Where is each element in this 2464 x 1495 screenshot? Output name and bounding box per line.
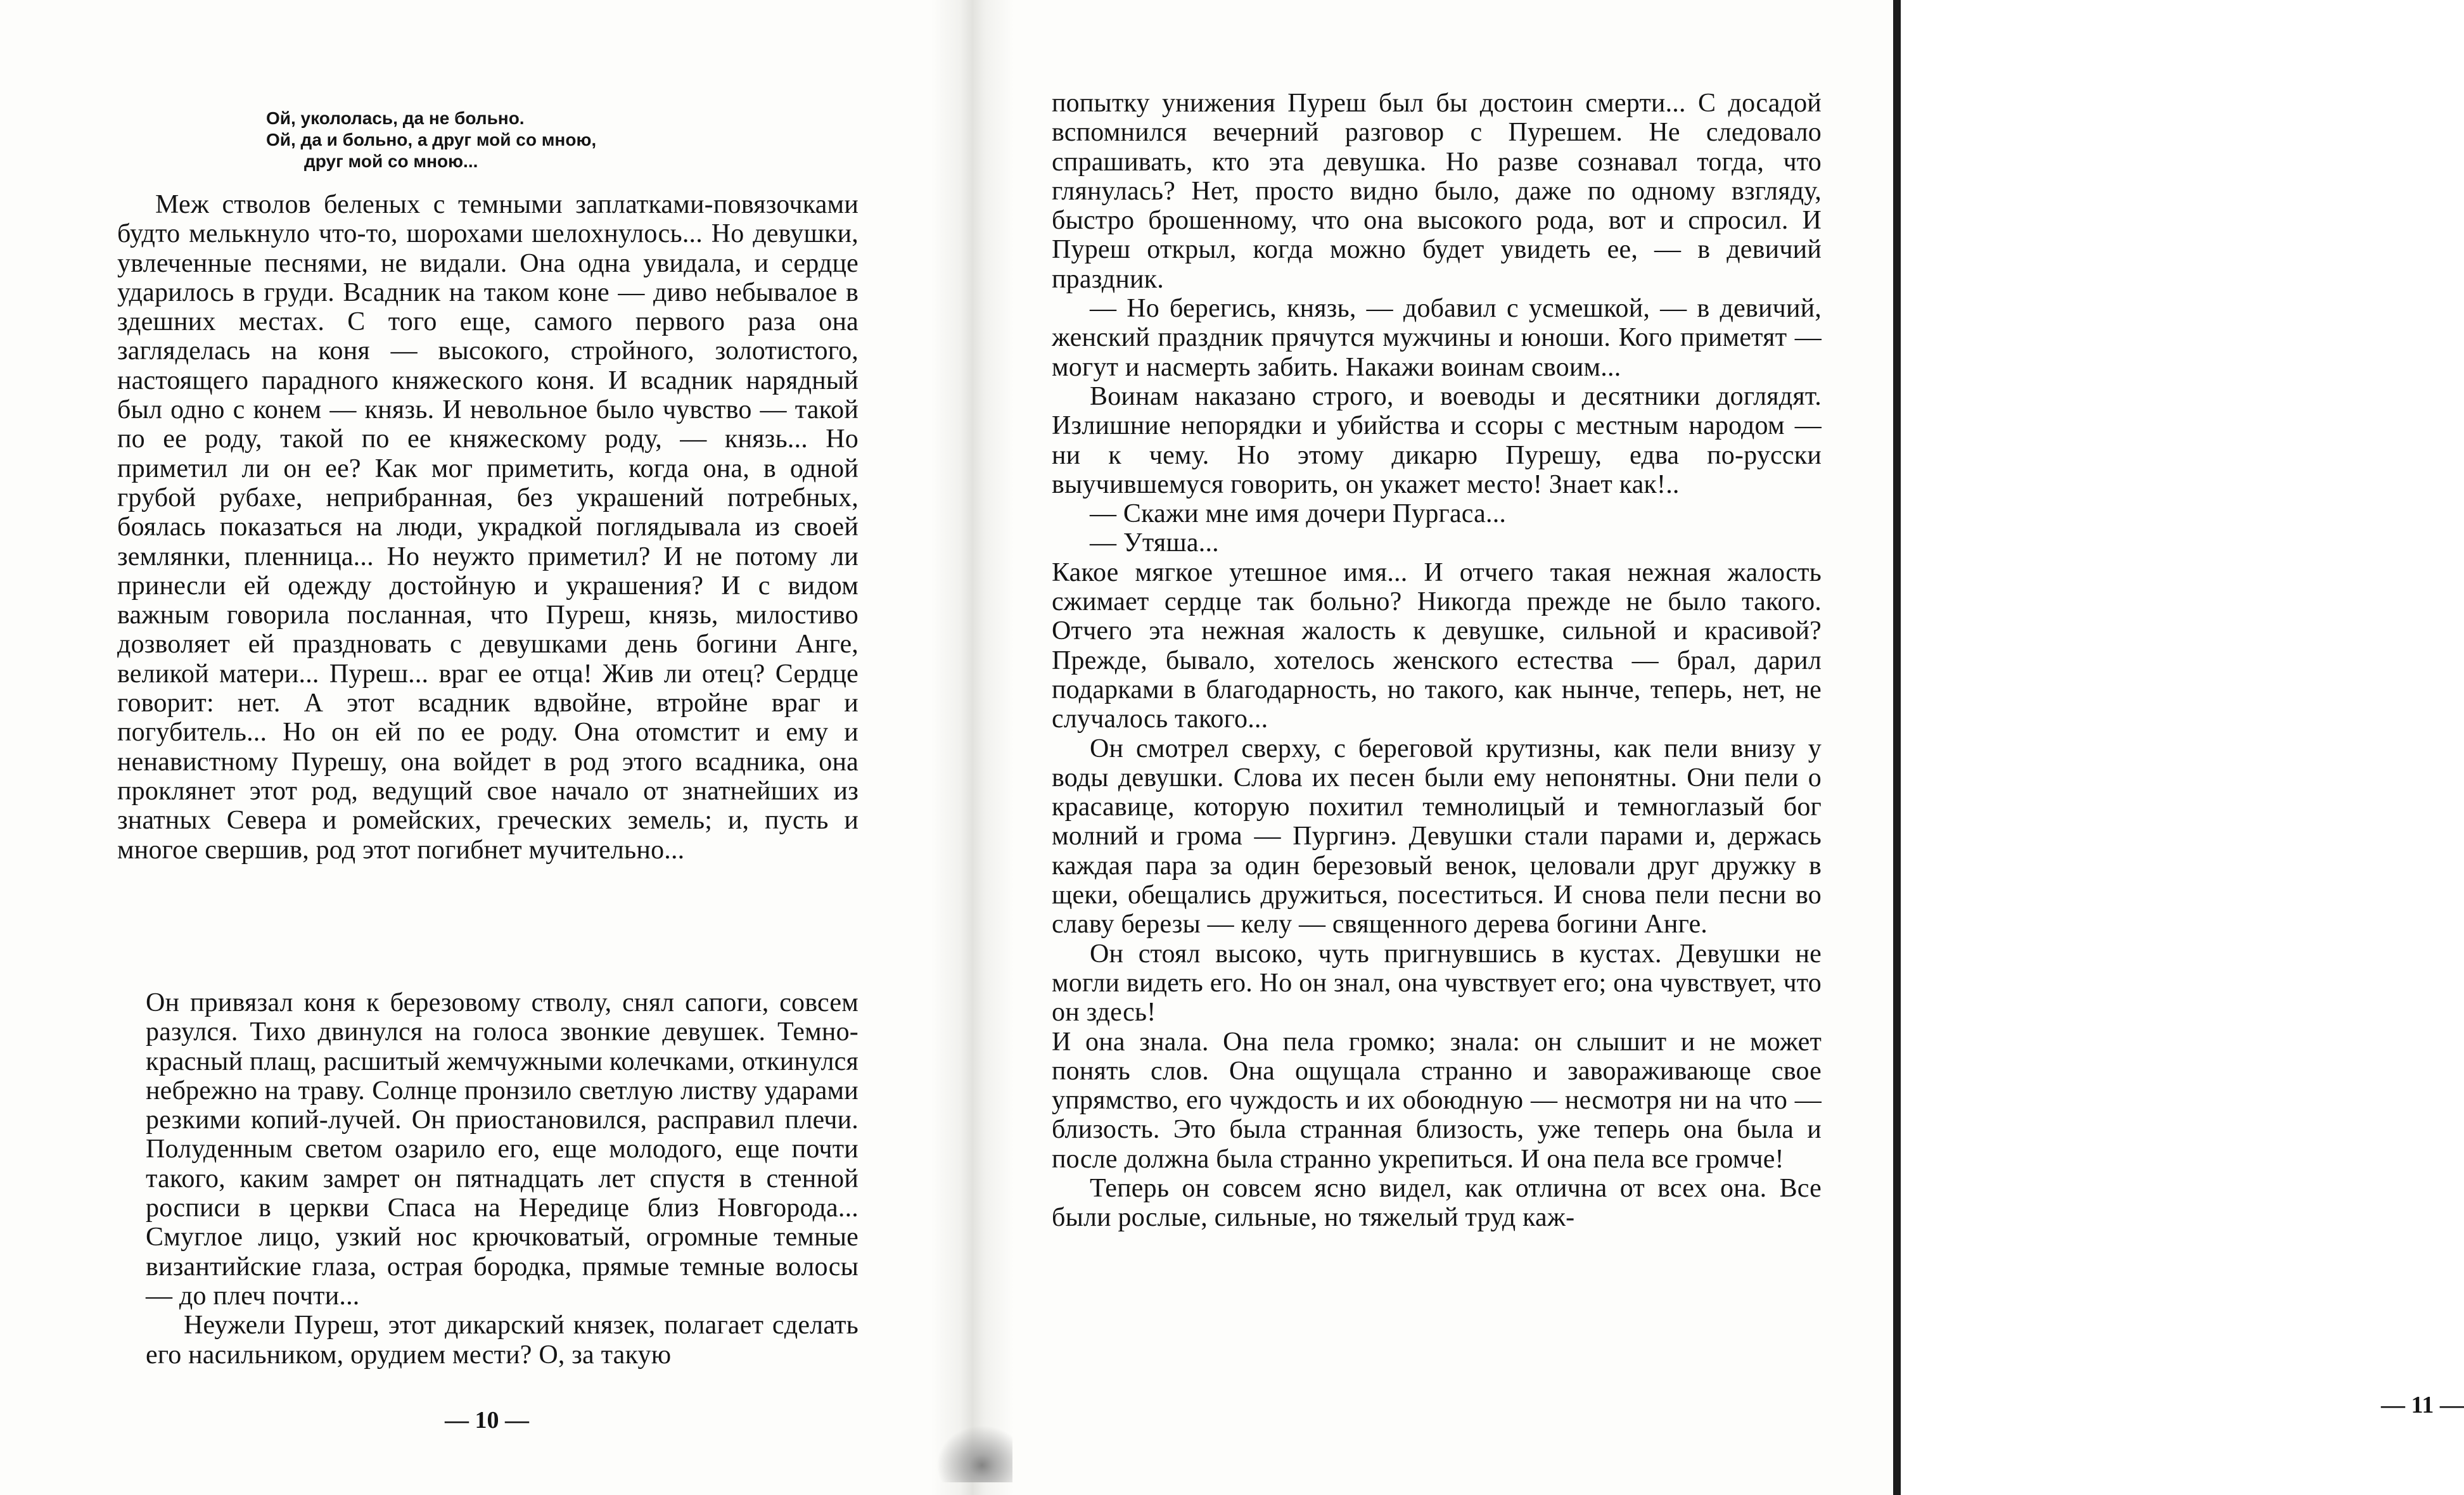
scan-edge	[1893, 0, 1901, 1495]
paragraph: — Утяша...	[1090, 528, 1219, 558]
paragraph: Воинам наказано строго, и воеводы и десятники доглядят. Излишние непорядки и убийства и ссоры с местным народом — ни к чему. Но этому дикарю Пурешу, едва по-русски выучившемуся говорить, он укажет место! Знает как!..	[1052, 381, 1822, 499]
paragraph: — Но берегись, князь, — добавил с усмешкой, — в девичий, женский праздник прячутся мужчины и юноши. Кого приметят — могут и насмерть забить. Накажи воинам своим...	[1052, 294, 1822, 382]
epigraph-line: друг мой со мною...	[304, 151, 478, 171]
page-number: — 10 —	[445, 1407, 529, 1434]
paragraph: Он стоял высоко, чуть пригнувшись в кустах. Девушки не могли видеть его. Но он знал, она чувствует его; она чувствует, что он здесь!	[1052, 939, 1822, 1027]
paragraph: Он смотрел сверху, с береговой крутизны, как пели внизу у воды девушки. Слова их песен были ему непонятны. Они пели о красавице, которую похитил темнолицый и темноглазый бог молний и грома — Пургинэ. Девушки стали парами и, держась каждая пара за один березовый венок, целовали друг дружку в щеки, обещались дружиться, посеститься. И снова пели песни во славу березы — келу — священного дерева богини Анге.	[1052, 734, 1822, 939]
epigraph-line: Ой, да и больно, а друг мой со мною,	[266, 130, 597, 150]
scan-artifact	[936, 1425, 1012, 1482]
left-text-section-1	[117, 190, 859, 865]
paragraph: Меж стволов беленых с темными заплатками-повязочками будто мелькнуло что-то, шорохами шелохнулось... Но девушки, увлеченные песнями, не видали. Она одна увидала, и сердце ударилось в груди. Всадник на таком коне — диво небывалое в здешних местах. С того еще, самого первого раза она загляделась на коня — высокого, стройного, золотистого, настоящего парадного княжеского коня. И всадник нарядный был одно с конем — князь. И невольное было чувство — такой по ее роду, такой по ее княжескому роду, — князь... Но приметил ли он ее? Как мог приметить, когда она, в одной грубой рубахе, неприбранная, без украшений потребных, боялась показаться на люди, украдкой поглядывала из своей землянки, пленница... Но неужто приметил? И не потому ли принесли ей одежду достойную и украшения? И с видом важным говорила посланная, что Пуреш, князь, милостиво дозволяет ей праздновать с девушками день богини Анге, великой матери... Пуреш... враг ее отца! Жив ли отец? Сердце говорит: нет. А этот всадник вдвойне, втройне враг и погубитель... Но он ей по ее роду. Она отомстит и ему и ненавистному Пурешу, она войдет в род этого всадника, она проклянет этот род, ведущий свое начало от знатнейших из знатных Севера и ромейских, греческих земель; и, пусть и многое свершив, род этот погибнет мучительно...	[117, 190, 859, 865]
epigraph-line: Ой, укололась, да не больно.	[266, 108, 525, 128]
book-gutter	[931, 0, 1014, 1495]
left-page	[0, 0, 931, 1495]
page-number: — 11 —	[2381, 1392, 2464, 1418]
right-page	[1014, 0, 2464, 1495]
paragraph: Неужели Пуреш, этот дикарский князек, полагает сделать его насильником, орудием мести? О, за такую	[146, 1311, 859, 1370]
paragraph: Теперь он совсем ясно видел, как отлична от всех она. Все были рослые, сильные, но тяжелый труд каж-	[1052, 1173, 1822, 1233]
paragraph: И она знала. Она пела громко; знала: он слышит и не может понять слов. Она ощущала странно и завораживающе свое упрямство, его чуждость и их обоюдную — несмотря ни на что — близость. Это была странная близость, уже теперь она была и после должна была странно укрепиться. И она пела все громче!	[1052, 1027, 1822, 1174]
left-text-section-2	[146, 988, 859, 1370]
paragraph: попытку унижения Пуреш был бы достоин смерти... С досадой вспомнился вечерний разговор с Пурешем. Не следовало спрашивать, кто эта девушка. Но разве сознавал тогда, что глянулась? Нет, просто видно было, даже по одному взгляду, быстро брошенному, что она высокого рода, вот и спросил. И Пуреш открыл, когда можно будет увидеть ее, — в девичий праздник.	[1052, 89, 1822, 294]
paragraph: Какое мягкое утешное имя... И отчего такая нежная жалость сжимает сердце так больно? Никогда прежде не было такого. Отчего эта нежная жалость к девушке, сильной и красивой? Прежде, бывало, хотелось женского естества — брал, дарил подарками в благодарность, но такого, как нынче, теперь, нет, не случалось такого...	[1052, 557, 1822, 734]
paragraph: — Скажи мне имя дочери Пургаса...	[1090, 499, 1507, 529]
epigraph	[266, 108, 773, 172]
paragraph: Он привязал коня к березовому стволу, снял сапоги, совсем разулся. Тихо двинулся на голоса звонкие девушек. Темно-красный плащ, расшитый жемчужными колечками, откинулся небрежно на траву. Солнце пронзило светлую листву ударами резкими копий-лучей. Он приостановился, расправил плечи. Полуденным светом озарило его, еще молодого, еще почти такого, каким замрет он пятнадцать лет спустя в стенной росписи в церкви Спаса на Нередице близ Новгорода... Смуглое лицо, узкий нос крючковатый, огромные темные византийские глаза, острая бородка, прямые темные волосы — до плеч почти...	[146, 988, 859, 1311]
right-text-section	[1052, 89, 1822, 1233]
